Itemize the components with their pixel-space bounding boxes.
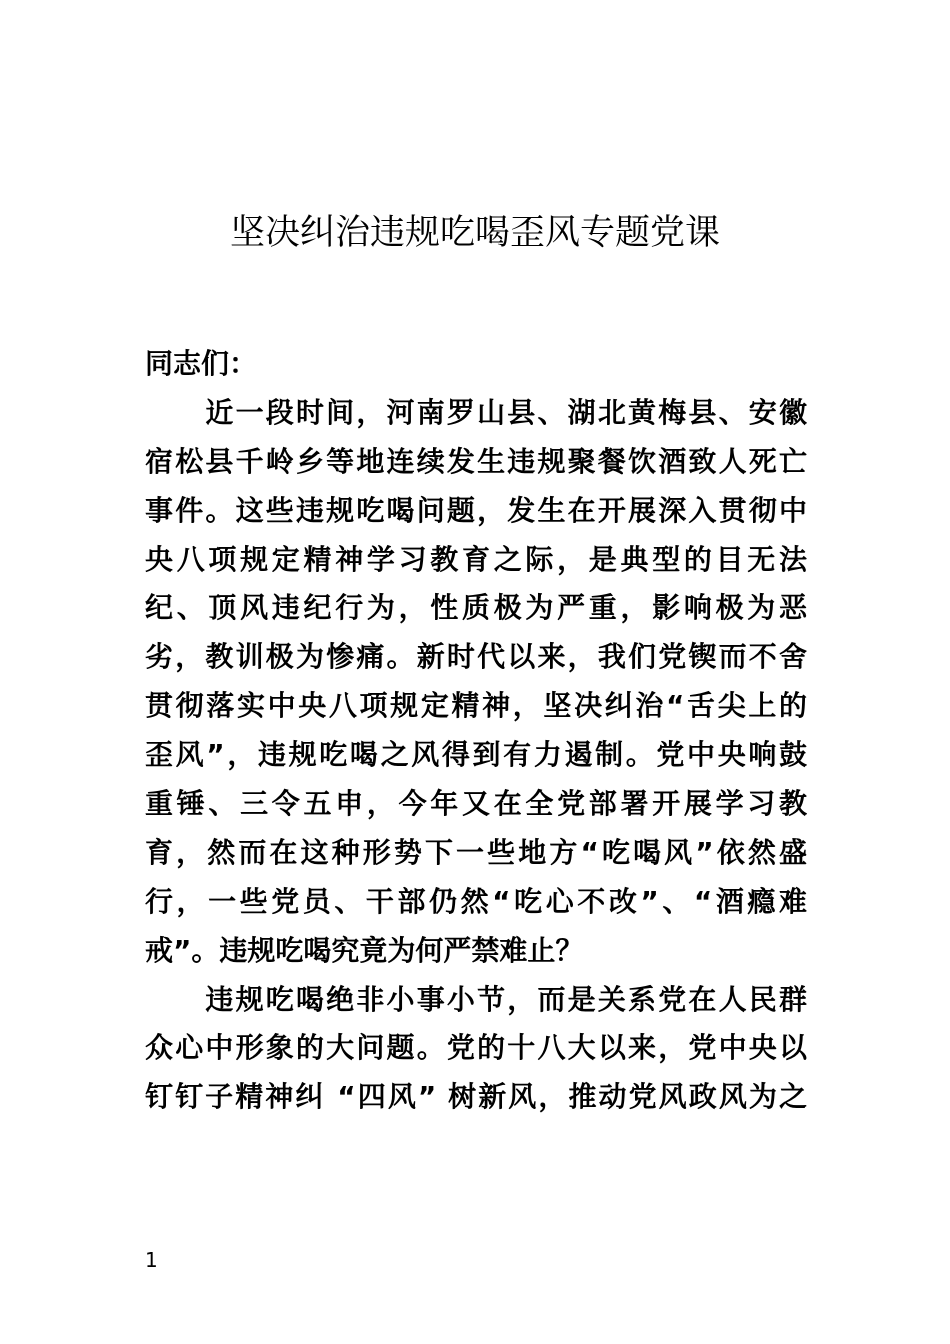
text-line: 事件。这些违规吃喝问题，发生在开展深入贯彻中 (145, 493, 807, 527)
text-line: 众心中形象的大问题。党的十八大以来，党中央以 (145, 1031, 807, 1065)
text-line: 育，然而在这种形势下一些地方“吃喝风”依然盛 (145, 835, 807, 869)
text-line: 违规吃喝绝非小事小节，而是关系党在人民群 (145, 982, 807, 1016)
paragraph-2 (145, 976, 807, 1123)
page-number: 1 (145, 1248, 158, 1272)
document-title: 坚决纠治违规吃喝歪风专题党课 (229, 213, 720, 253)
salutation: 同志们： (145, 347, 258, 380)
text-line: 劣，教训极为惨痛。新时代以来，我们党锲而不舍 (145, 640, 807, 674)
text-line: 钉钉子精神纠 “四风” 树新风，推动党风政风为之 (145, 1080, 807, 1114)
text-line: 行，一些党员、干部仍然“吃心不改”、“酒瘾难 (145, 884, 807, 918)
paragraph-1 (145, 389, 807, 976)
text-line: 贯彻落实中央八项规定精神，坚决纠治“舌尖上的 (145, 689, 807, 723)
text-line: 央八项规定精神学习教育之际，是典型的目无法 (145, 542, 807, 576)
text-line: 近一段时间，河南罗山县、湖北黄梅县、安徽 (145, 395, 807, 429)
text-line: 重锤、三令五申，今年又在全党部署开展学习教 (145, 787, 807, 821)
document-body (145, 340, 807, 1122)
text-line: 戒”。违规吃喝究竟为何严禁难止？ (145, 933, 584, 967)
text-line: 纪、顶风违纪行为，性质极为严重，影响极为恶 (145, 591, 807, 625)
text-line: 歪风”，违规吃喝之风得到有力遏制。党中央响鼓 (145, 738, 807, 772)
text-line: 宿松县千岭乡等地连续发生违规聚餐饮酒致人死亡 (145, 444, 807, 478)
